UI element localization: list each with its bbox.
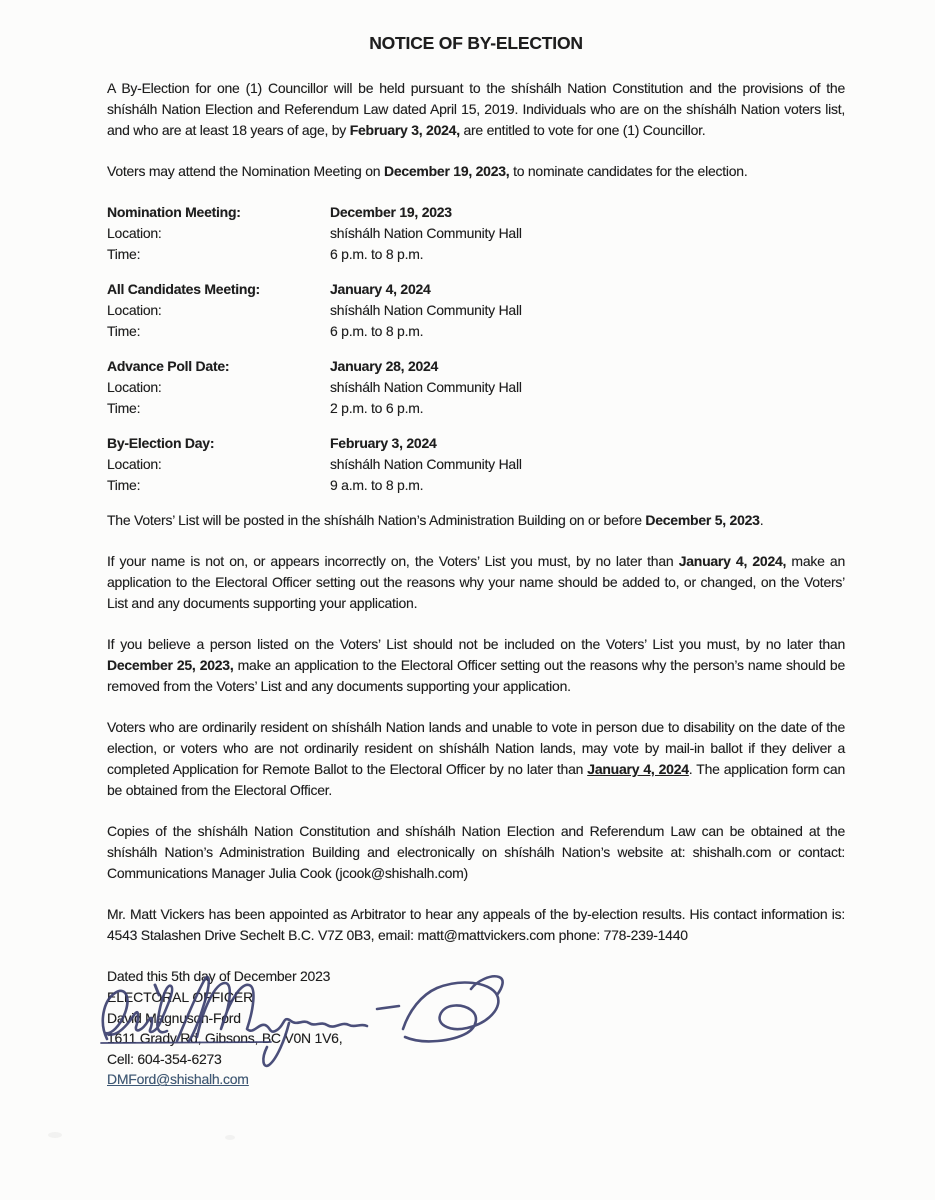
event-title-row	[107, 202, 845, 223]
scan-smudge	[225, 1135, 235, 1140]
nomination-meeting-date: December 19, 2023,	[383, 163, 510, 179]
voters-list-text-post: .	[759, 512, 764, 528]
mail-in-ballot-paragraph	[107, 717, 845, 801]
signatory-role: ELECTORAL OFFICER	[107, 989, 254, 1005]
location-label: Location:	[107, 302, 162, 318]
event-time: 9 a.m. to 8 p.m.	[330, 477, 424, 493]
event-time-row	[107, 321, 845, 342]
election-schedule	[107, 202, 845, 496]
signatory-name: David Magnuson-Ford	[107, 1009, 241, 1026]
event-location: shíshálh Nation Community Hall	[330, 302, 522, 318]
signatory-cell: Cell: 604-354-6273	[107, 1050, 222, 1067]
event-location-row	[107, 377, 845, 398]
signatory-details	[107, 987, 845, 1090]
event-location: shíshálh Nation Community Hall	[330, 379, 522, 395]
dated-line: Dated this 5th day of December 2023	[107, 968, 331, 984]
event-time: 6 p.m. to 8 p.m.	[330, 246, 424, 262]
intro-paragraph	[107, 78, 845, 141]
page-title: NOTICE OF BY-ELECTION	[369, 33, 583, 53]
location-label: Location:	[107, 225, 162, 241]
time-label: Time:	[107, 323, 141, 339]
vote-deadline-date: February 3, 2024,	[349, 122, 460, 138]
voters-list-text-pre: The Voters’ List will be posted in the shíshálh Nation’s Administration Building on or before	[107, 512, 646, 528]
event-time-row	[107, 244, 845, 265]
event-date: February 3, 2024	[330, 435, 437, 451]
event-date: January 4, 2024	[330, 281, 431, 297]
name-removal-text-post: make an application to the Electoral Officer setting out the reasons why the person’s name should be removed from the Voters’ List and any documents supporting your application.	[107, 657, 845, 694]
nomination-text-pre: Voters may attend the Nomination Meeting on	[107, 163, 384, 179]
nomination-text-post: to nominate candidates for the election.	[509, 163, 748, 179]
event-time-row	[107, 475, 845, 496]
name-correction-deadline: January 4, 2024,	[678, 553, 787, 569]
arbitrator-paragraph: Mr. Matt Vickers has been appointed as Arbitrator to hear any appeals of the by-election results. His contact information is: 4543 Stalashen Drive Sechelt B.C. V7Z 0B3, email: matt@mattvickers.com phone: 778-239-1440	[107, 906, 845, 943]
name-correction-text-post: make an application to the Electoral Officer setting out the reasons why your name should be added to, or changed, on the Voters’ List and any documents supporting your application.	[107, 553, 846, 611]
event-date: December 19, 2023	[330, 204, 452, 220]
name-removal-text-pre: If you believe a person listed on the Voters’ List should not be included on the Voters’ List you must, by no later than	[107, 636, 845, 652]
intro-text-post: are entitled to vote for one (1) Councillor.	[459, 122, 706, 138]
voters-list-posting-paragraph	[107, 510, 845, 531]
schedule-block-all-candidates-meeting	[107, 279, 845, 342]
remote-ballot-deadline: January 4, 2024	[587, 761, 689, 777]
event-time: 2 p.m. to 6 p.m.	[330, 400, 424, 416]
signatory-email-link[interactable]: DMFord@shishalh.com	[107, 1071, 249, 1088]
event-title-row	[107, 433, 845, 454]
name-correction-paragraph	[107, 551, 845, 614]
event-time: 6 p.m. to 8 p.m.	[330, 323, 424, 339]
event-time-row	[107, 398, 845, 419]
mail-in-text-pre: Voters who are ordinarily resident on shíshálh Nation lands and unable to vote in person due to disability on the date of the election, or voters who are not ordinarily resident on shíshálh Nation lands, may vote by mail-in ballot if they deliver a completed Application for Remote Ballot to the Electoral Officer by no later than	[107, 719, 845, 777]
location-label: Location:	[107, 379, 162, 395]
event-label: Nomination Meeting:	[107, 204, 241, 220]
event-location: shíshálh Nation Community Hall	[330, 456, 522, 472]
event-date: January 28, 2024	[330, 358, 439, 374]
event-location-row	[107, 223, 845, 244]
schedule-block-advance-poll	[107, 356, 845, 419]
time-label: Time:	[107, 246, 141, 262]
signature-block	[107, 966, 845, 1090]
name-correction-text-pre: If your name is not on, or appears incorrectly on, the Voters’ List you must, by no later than	[107, 553, 679, 569]
event-label: By-Election Day:	[107, 435, 215, 451]
event-title-row	[107, 279, 845, 300]
event-title-row	[107, 356, 845, 377]
name-removal-deadline: December 25, 2023,	[107, 657, 234, 673]
nomination-meeting-paragraph	[107, 161, 845, 182]
time-label: Time:	[107, 477, 141, 493]
mail-in-text-post: . The application form can be obtained from the Electoral Officer.	[107, 761, 845, 798]
intro-text-pre: A By-Election for one (1) Councillor will be held pursuant to the shíshálh Nation Constitution and the provisions of the shíshálh Nation Election and Referendum Law dated April 15, 2019. Individuals who are on the shíshálh Nation voters list, and who are at least 18 years of age, by	[107, 80, 845, 138]
time-label: Time:	[107, 400, 141, 416]
event-location-row	[107, 454, 845, 475]
schedule-block-by-election-day	[107, 433, 845, 496]
document-copies-paragraph: Copies of the shíshálh Nation Constitution and shíshálh Nation Election and Referendum Law can be obtained at the shíshálh Nation’s Administration Building and electronically on shíshálh Nation’s website at: shishalh.com or contact: Communications Manager Julia Cook (jcook@shishalh.com)	[107, 823, 845, 881]
scan-smudge	[48, 1132, 62, 1138]
event-label: Advance Poll Date:	[107, 358, 230, 374]
event-label: All Candidates Meeting:	[107, 281, 260, 297]
schedule-block-nomination-meeting	[107, 202, 845, 265]
voters-list-posting-date: December 5, 2023	[645, 512, 760, 528]
signatory-address: 1611 Grady Rd, Gibsons, BC V0N 1V6,	[107, 1030, 343, 1047]
location-label: Location:	[107, 456, 162, 472]
event-location-row	[107, 300, 845, 321]
event-location: shíshálh Nation Community Hall	[330, 225, 522, 241]
name-removal-paragraph	[107, 634, 845, 697]
